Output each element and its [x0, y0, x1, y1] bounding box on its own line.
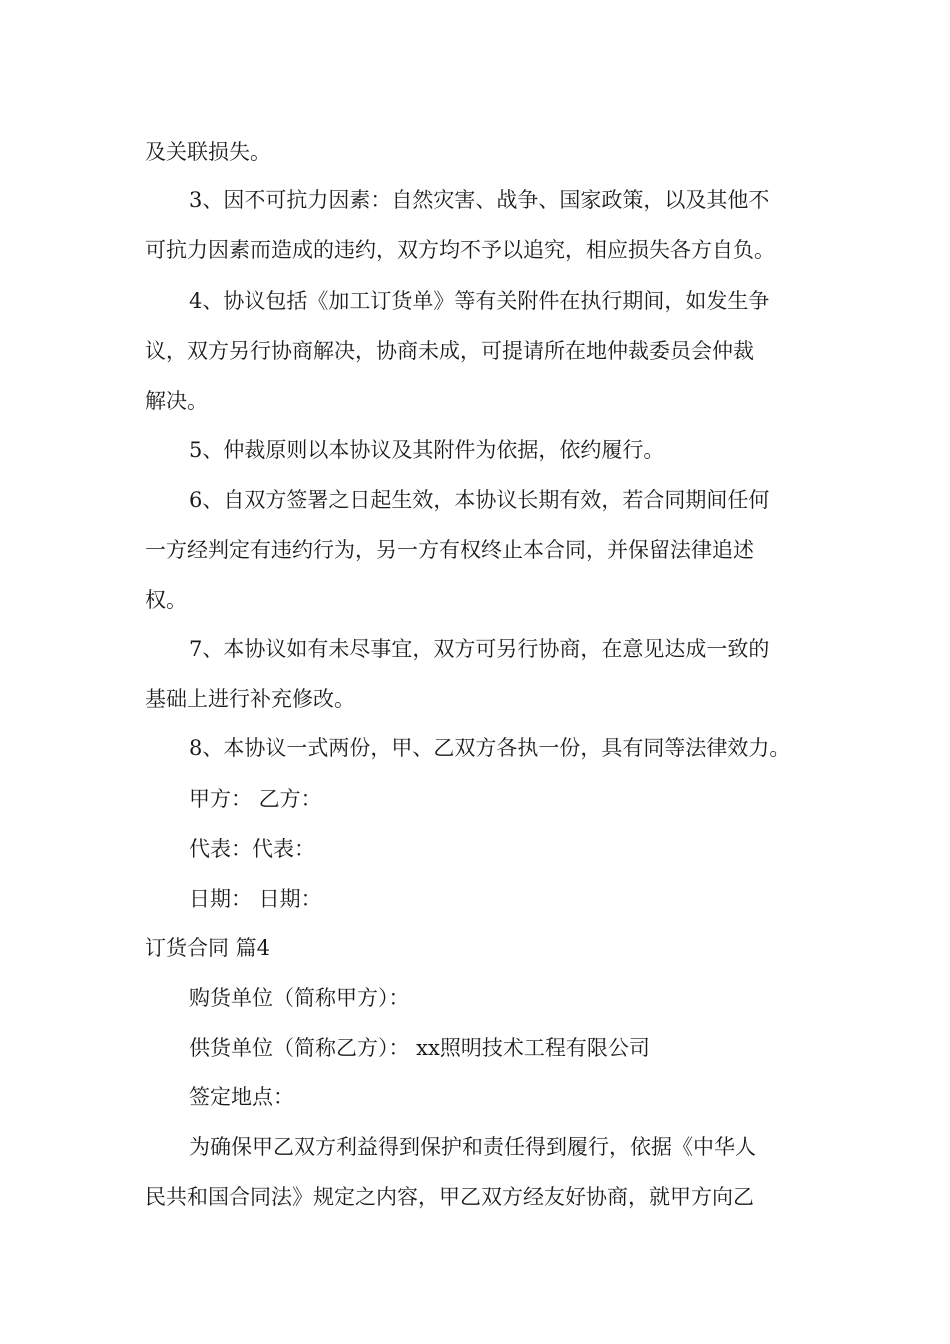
representative-line: 代表：代表： — [189, 837, 315, 861]
text-line: 议，双方另行协商解决，协商未成，可提请所在地仲裁委员会仲裁 — [145, 339, 754, 363]
text-line: 基础上进行补充修改。 — [145, 687, 355, 711]
preamble-line: 为确保甲乙双方利益得到保护和责任得到履行，依据《中华人 — [189, 1135, 756, 1159]
party-signature-line: 甲方： 乙方： — [189, 787, 322, 811]
clause-4-line: 4、协议包括《加工订货单》等有关附件在执行期间，如发生争 — [189, 289, 770, 313]
text-line: 解决。 — [145, 389, 208, 413]
buyer-line: 购货单位（简称甲方）： — [189, 986, 410, 1010]
supplier-line: 供货单位（简称乙方）： xx照明技术工程有限公司 — [189, 1036, 650, 1060]
clause-5-line: 5、仲裁原则以本协议及其附件为依据，依约履行。 — [189, 438, 665, 462]
text-line: 民共和国合同法》规定之内容，甲乙双方经友好协商，就甲方向乙 — [145, 1185, 754, 1209]
text-line: 可抗力因素而造成的违约，双方均不予以追究，相应损失各方自负。 — [145, 238, 775, 262]
text-line: 权。 — [145, 588, 187, 612]
text-line: 一方经判定有违约行为，另一方有权终止本合同，并保留法律追述 — [145, 538, 754, 562]
section-heading: 订货合同 篇4 — [145, 936, 271, 960]
clause-8-line: 8、本协议一式两份，甲、乙双方各执一份，具有同等法律效力。 — [189, 736, 791, 760]
clause-6-line: 6、自双方签署之日起生效，本协议长期有效，若合同期间任何 — [189, 488, 770, 512]
signing-location-line: 签定地点： — [189, 1085, 294, 1109]
text-line: 及关联损失。 — [145, 140, 271, 164]
clause-7-line: 7、本协议如有未尽事宜，双方可另行协商，在意见达成一致的 — [189, 637, 770, 661]
date-line: 日期： 日期： — [189, 887, 322, 911]
clause-3-line: 3、因不可抗力因素：自然灾害、战争、国家政策，以及其他不 — [189, 188, 770, 212]
